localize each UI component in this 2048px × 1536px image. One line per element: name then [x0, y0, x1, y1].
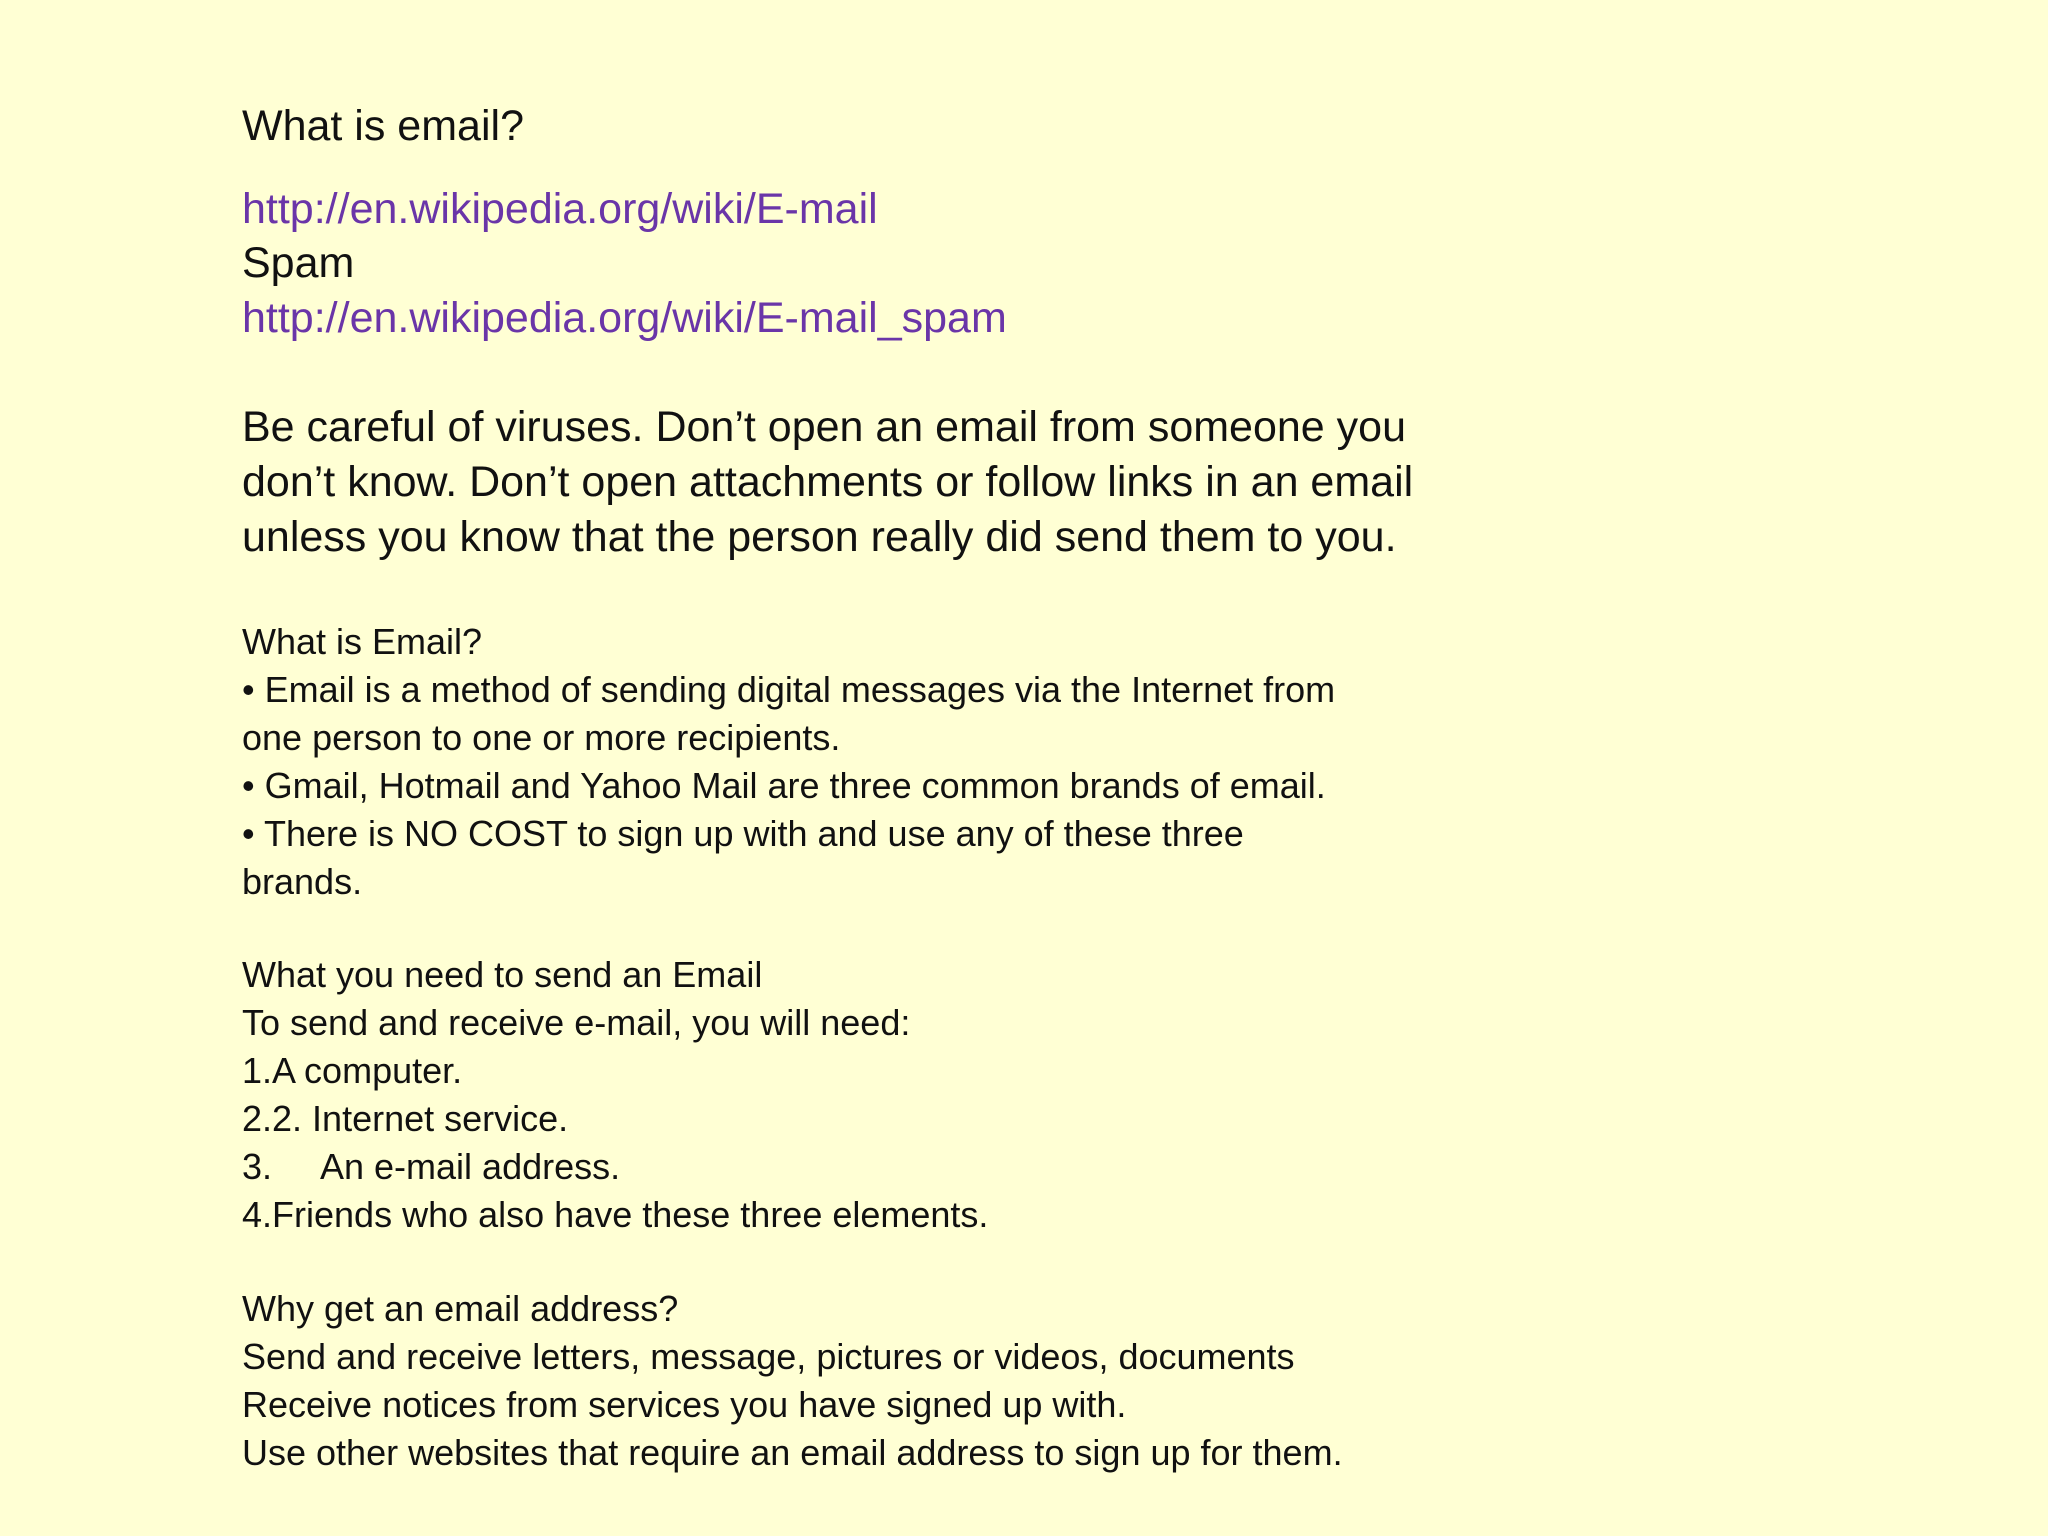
section-heading: What is Email?: [242, 621, 483, 662]
list-text: 2. Internet service.: [272, 1098, 569, 1139]
reason-line: Receive notices from services you have signed up with.: [242, 1384, 1127, 1425]
bullet-line: • There is NO COST to sign up with and use any of these three: [242, 813, 1244, 854]
why-get-email-section: [242, 1285, 1642, 1477]
page-title: What is email?: [242, 102, 524, 150]
list-text: An e-mail address.: [320, 1146, 621, 1187]
list-item: [242, 1095, 1642, 1143]
warning-line: Be careful of viruses. Don’t open an email from someone you: [242, 403, 1406, 451]
spam-label: Spam: [242, 239, 355, 287]
section-heading: What you need to send an Email: [242, 954, 763, 995]
bullet-line: one person to one or more recipients.: [242, 717, 841, 758]
bullet-line: • Email is a method of sending digital messages via the Internet from: [242, 669, 1336, 710]
list-text: A computer.: [272, 1050, 463, 1091]
email-wikipedia-link[interactable]: http://en.wikipedia.org/wiki/E-mail: [242, 185, 878, 233]
spam-wikipedia-link[interactable]: http://en.wikipedia.org/wiki/E-mail_spam: [242, 294, 1007, 342]
section-intro: To send and receive e-mail, you will need:: [242, 1002, 911, 1043]
list-item: [242, 1143, 1642, 1191]
what-is-email-section: [242, 618, 1642, 906]
reason-line: Send and receive letters, message, pictures or videos, documents: [242, 1336, 1295, 1377]
list-number: 4.: [242, 1194, 273, 1235]
warning-line: don’t know. Don’t open attachments or follow links in an email: [242, 458, 1414, 506]
list-item: [242, 1047, 1642, 1095]
list-item: [242, 1191, 1642, 1239]
what-you-need-section: [242, 951, 1642, 1239]
bullet-line: • Gmail, Hotmail and Yahoo Mail are three common brands of email.: [242, 765, 1326, 806]
bullet-line: brands.: [242, 861, 363, 902]
reason-line: Use other websites that require an email address to sign up for them.: [242, 1432, 1343, 1473]
list-number: 1.: [242, 1050, 273, 1091]
document-page: [242, 0, 1802, 1536]
list-text: Friends who also have these three elements.: [272, 1194, 989, 1235]
section-heading: Why get an email address?: [242, 1288, 679, 1329]
warning-line: unless you know that the person really did send them to you.: [242, 513, 1397, 561]
list-number: 2.: [242, 1098, 273, 1139]
list-number: 3.: [242, 1146, 273, 1187]
virus-warning-paragraph: [242, 400, 1542, 565]
